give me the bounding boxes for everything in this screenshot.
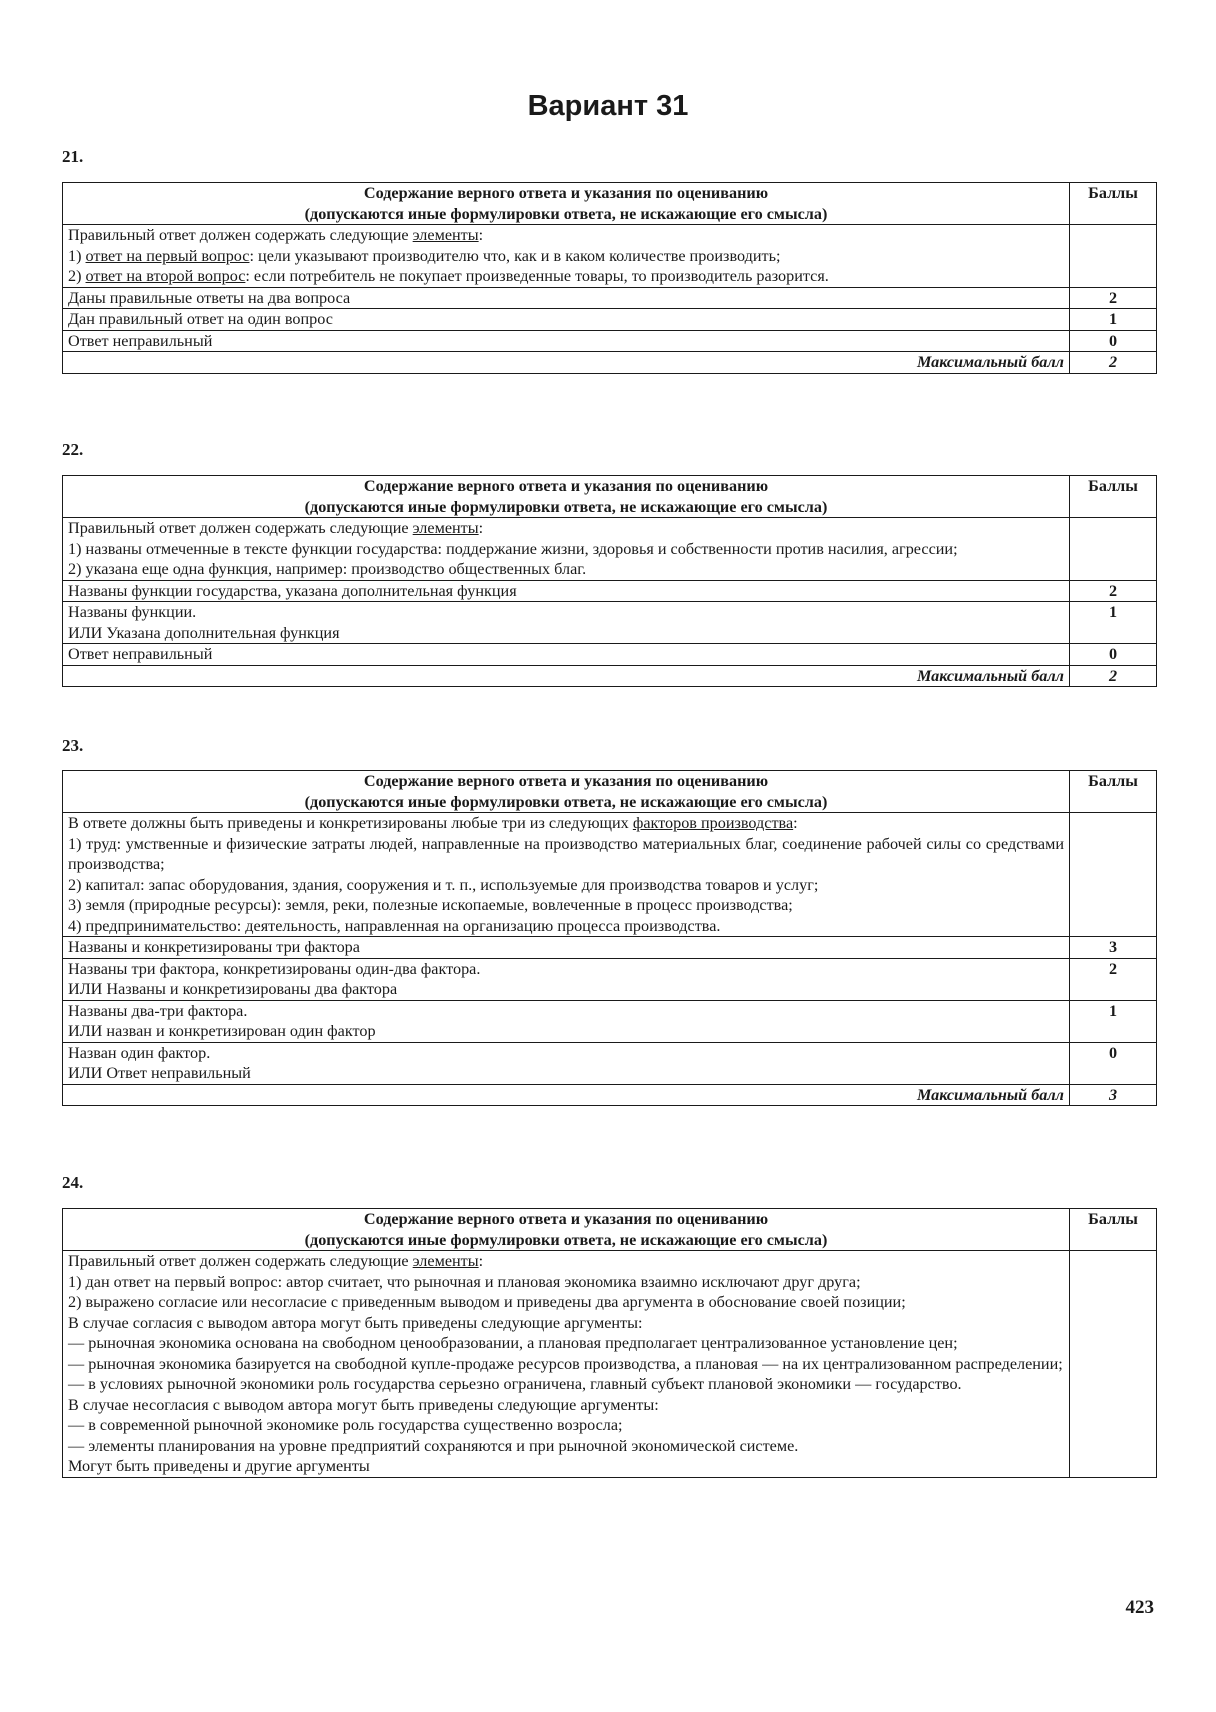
content-text: В ответе должны быть приведены и конкретизированы любые три из следующих (68, 814, 633, 832)
content-line (68, 225, 1064, 246)
scoring-table-22 (62, 475, 1157, 687)
content-text: 1) названы отмеченные в тексте функции государства: поддержание жизни, здоровья и собственности против насилия, агрессии; (68, 539, 958, 558)
content-header (63, 1209, 1070, 1251)
table-header-row (63, 771, 1157, 813)
scoring-row (63, 958, 1157, 1000)
answer-content-row (63, 1251, 1157, 1478)
scoring-table-21 (62, 182, 1157, 374)
scoring-criteria (63, 937, 1070, 959)
content-line (68, 895, 1064, 916)
scoring-row (63, 580, 1157, 602)
content-text: 1) (68, 246, 86, 265)
criteria-line: Названы три фактора, конкретизированы один-два фактора. (68, 959, 481, 978)
score-header: Баллы (1070, 476, 1157, 518)
content-line (68, 1395, 1064, 1416)
scoring-row (63, 330, 1157, 352)
score-value: 0 (1070, 644, 1157, 666)
table-header-row (63, 183, 1157, 225)
content-line (68, 1333, 1064, 1354)
score-value: 1 (1070, 1000, 1157, 1042)
question-number-24: 24. (62, 1173, 84, 1192)
score-value: 0 (1070, 330, 1157, 352)
content-header (63, 771, 1070, 813)
content-line (68, 1313, 1064, 1334)
content-header (63, 476, 1070, 518)
content-header-note: (допускаются иные формулировки ответа, не искажающие его смысла) (304, 792, 828, 811)
score-cell-empty (1070, 518, 1157, 581)
scoring-row (63, 937, 1157, 959)
question-number-21: 21. (62, 147, 84, 166)
scoring-row (63, 644, 1157, 666)
scoring-criteria (63, 309, 1070, 331)
score-value: 2 (1070, 958, 1157, 1000)
criteria-line: Даны правильные ответы на два вопроса (68, 288, 351, 307)
score-header: Баллы (1070, 1209, 1157, 1251)
content-text: : (478, 226, 484, 244)
criteria-line: Названы два-три фактора. (68, 1001, 248, 1020)
content-line (68, 834, 1064, 875)
scoring-row (63, 1000, 1157, 1042)
table-header-row (63, 1209, 1157, 1251)
content-text: В случае согласия с выводом автора могут быть приведены следующие аргументы: (68, 1313, 643, 1332)
scoring-criteria (63, 580, 1070, 602)
content-line (68, 1272, 1064, 1293)
content-header-line: Содержание верного ответа и указания по оцениванию (363, 1210, 769, 1228)
score-value: 0 (1070, 1042, 1157, 1084)
content-line (68, 813, 1064, 834)
content-text: 2) капитал: запас оборудования, здания, сооружения и т. п., используемые для производства товаров и услуг; (68, 875, 819, 894)
criteria-line: Названы и конкретизированы три фактора (68, 938, 360, 956)
max-score-value: 2 (1070, 352, 1157, 374)
content-text: 3) земля (природные ресурсы): земля, реки, полезные ископаемые, вовлеченные в процесс производства; (68, 896, 793, 914)
score-cell-empty (1070, 1251, 1157, 1478)
content-text: : цели указывают производителю что, как и в каком количестве производить; (249, 246, 781, 265)
answer-content (63, 813, 1070, 937)
content-text: — элементы планирования на уровне предприятий сохраняются и при рыночной экономической системе. (68, 1436, 799, 1455)
underlined-term: элементы (412, 226, 479, 244)
scoring-criteria (63, 1000, 1070, 1042)
criteria-line: Названы функции. (68, 603, 197, 621)
content-header-line: Содержание верного ответа и указания по оцениванию (363, 477, 769, 495)
answer-content (63, 1251, 1070, 1478)
content-text: В случае несогласия с выводом автора могут быть приведены следующие аргументы: (68, 1395, 659, 1414)
criteria-line: ИЛИ Указана дополнительная функция (68, 623, 340, 642)
content-text: : если потребитель не покупает произведенные товары, то производитель разорится. (245, 267, 829, 285)
scoring-row (63, 1042, 1157, 1084)
content-line (68, 246, 1064, 267)
content-text: 4) предпринимательство: деятельность, направленная на организацию процесса производства. (68, 916, 721, 935)
content-text: : (478, 519, 484, 537)
content-text: 1) труд: умственные и физические затраты людей, направленные на производство материальных благ, соединение рабочей силы со средствами производства; (68, 834, 1064, 873)
underlined-term: ответ на первый вопрос (85, 246, 250, 265)
criteria-line: Ответ неправильный (68, 645, 213, 663)
content-line (68, 916, 1064, 937)
score-value: 2 (1070, 580, 1157, 602)
criteria-line: Ответ неправильный (68, 331, 213, 350)
content-text: 2) указана еще одна функция, например: производство общественных благ. (68, 560, 587, 578)
score-cell-empty (1070, 225, 1157, 288)
scoring-criteria (63, 644, 1070, 666)
content-header-note: (допускаются иные формулировки ответа, не искажающие его смысла) (304, 1230, 828, 1249)
answer-content (63, 225, 1070, 288)
content-text: 2) (68, 267, 86, 285)
underlined-term: элементы (412, 1252, 479, 1270)
content-text: — в условиях рыночной экономики роль государства серьезно ограничена, главный субъект плановой экономики — государство. (68, 1375, 962, 1393)
content-header-line: Содержание верного ответа и указания по оцениванию (363, 184, 769, 202)
content-line (68, 1374, 1064, 1395)
content-header-note: (допускаются иные формулировки ответа, не искажающие его смысла) (304, 204, 828, 223)
criteria-line: Назван один фактор. (68, 1043, 211, 1062)
underlined-term: факторов производства (632, 814, 794, 832)
scoring-table-23 (62, 770, 1157, 1106)
criteria-line: Названы функции государства, указана дополнительная функция (68, 581, 517, 600)
scoring-criteria (63, 1042, 1070, 1084)
scoring-row (63, 287, 1157, 309)
content-text: Правильный ответ должен содержать следующие (68, 1252, 413, 1270)
content-line (68, 1354, 1064, 1375)
max-score-value: 2 (1070, 665, 1157, 687)
content-header-note: (допускаются иные формулировки ответа, не искажающие его смысла) (304, 497, 828, 516)
scoring-criteria (63, 330, 1070, 352)
content-line (68, 559, 1064, 580)
scoring-row (63, 602, 1157, 644)
criteria-line: ИЛИ Ответ неправильный (68, 1064, 251, 1082)
criteria-line: ИЛИ Названы и конкретизированы два фактора (68, 980, 398, 998)
underlined-term: элементы (412, 519, 479, 537)
content-text: 2) выражено согласие или несогласие с приведенным выводом и приведены два аргумента в обоснование своей позиции; (68, 1293, 906, 1311)
content-text: : (793, 814, 798, 832)
score-value: 1 (1070, 602, 1157, 644)
max-score-label: Максимальный балл (63, 1084, 1070, 1106)
content-line (68, 266, 1064, 287)
page-title: Вариант 31 (527, 90, 689, 122)
content-line (68, 875, 1064, 896)
max-score-label: Максимальный балл (63, 352, 1070, 374)
scoring-table-24 (62, 1208, 1157, 1478)
score-cell-empty (1070, 813, 1157, 937)
content-text: : (478, 1252, 484, 1270)
content-text: Правильный ответ должен содержать следующие (68, 226, 413, 244)
table-header-row (63, 476, 1157, 518)
criteria-line: ИЛИ назван и конкретизирован один фактор (68, 1022, 376, 1040)
scoring-criteria (63, 287, 1070, 309)
score-header: Баллы (1070, 771, 1157, 813)
content-line (68, 518, 1064, 539)
answer-content-row (63, 813, 1157, 937)
page-number: 423 (1125, 1597, 1154, 1618)
score-value: 3 (1070, 937, 1157, 959)
content-line (68, 1415, 1064, 1436)
content-text: Могут быть приведены и другие аргументы (68, 1457, 370, 1475)
underlined-term: ответ на второй вопрос (85, 267, 246, 285)
content-line (68, 1456, 1064, 1477)
scoring-criteria (63, 958, 1070, 1000)
content-text: 1) дан ответ на первый вопрос: автор считает, что рыночная и плановая экономика взаимно исключают друг друга; (68, 1272, 861, 1291)
content-text: — рыночная экономика основана на свободном ценообразовании, а плановая предполагает централизованное установление цен; (68, 1334, 958, 1352)
content-text: — рыночная экономика базируется на свободной купле-продаже ресурсов производства, а плановая — на их централизованном распределении; (68, 1354, 1063, 1373)
criteria-line: Дан правильный ответ на один вопрос (68, 310, 333, 328)
content-line (68, 1436, 1064, 1457)
max-score-label: Максимальный балл (63, 665, 1070, 687)
max-score-row (63, 352, 1157, 374)
max-score-row (63, 1084, 1157, 1106)
scoring-criteria (63, 602, 1070, 644)
score-header: Баллы (1070, 183, 1157, 225)
question-number-23: 23. (62, 736, 84, 755)
score-value: 1 (1070, 309, 1157, 331)
content-header-line: Содержание верного ответа и указания по оцениванию (363, 772, 769, 790)
answer-content (63, 518, 1070, 581)
content-text: Правильный ответ должен содержать следующие (68, 519, 413, 537)
content-text: — в современной рыночной экономике роль государства существенно возросла; (68, 1416, 623, 1434)
content-header (63, 183, 1070, 225)
question-number-22: 22. (62, 440, 84, 459)
content-line (68, 1251, 1064, 1272)
score-value: 2 (1070, 287, 1157, 309)
answer-content-row (63, 225, 1157, 288)
max-score-row (63, 665, 1157, 687)
answer-content-row (63, 518, 1157, 581)
content-line (68, 1292, 1064, 1313)
max-score-value: 3 (1070, 1084, 1157, 1106)
scoring-row (63, 309, 1157, 331)
content-line (68, 539, 1064, 560)
